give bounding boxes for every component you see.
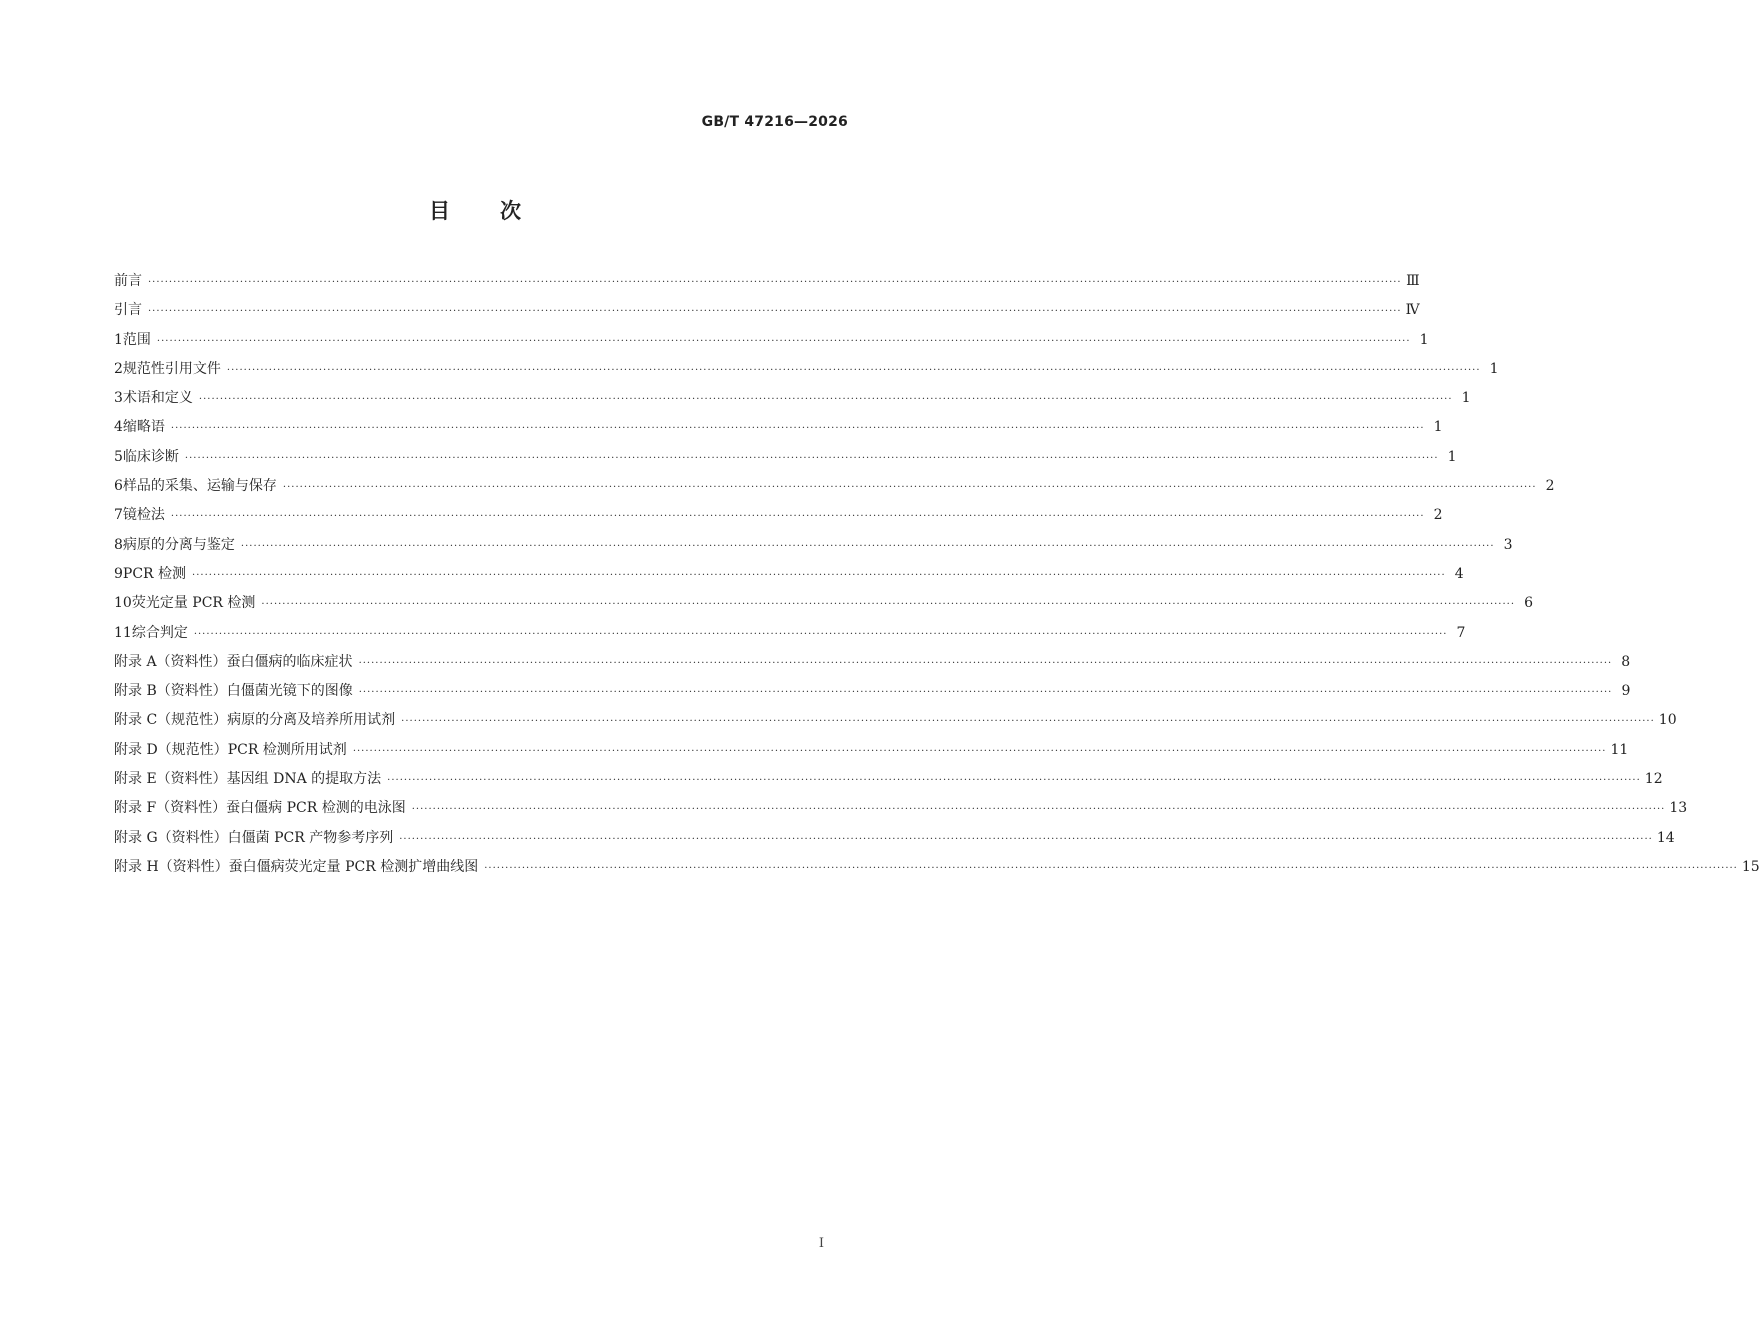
toc-entry-page: 14 <box>1656 829 1675 846</box>
toc-entry[interactable] <box>114 592 1534 621</box>
toc-entry-label: PCR 检测 <box>122 565 187 582</box>
toc-entry-number: 附录 C（规范性） <box>114 712 228 729</box>
toc-entry-page: 11 <box>1610 741 1629 758</box>
toc-list <box>114 270 1760 885</box>
toc-entry-page: Ⅳ <box>1405 302 1420 319</box>
toc-entry[interactable] <box>114 563 1464 592</box>
toc-leader-dots: ············································································································································································································································································································ <box>261 599 1516 611</box>
toc-entry-number: 附录 G（资料性） <box>114 829 228 846</box>
toc-entry-page: 8 <box>1621 653 1631 670</box>
toc-entry-number: 11 <box>114 624 132 641</box>
toc-leader-dots: ············································································································································································································································································································ <box>226 364 1481 376</box>
toc-entry-label: 镜检法 <box>122 507 165 524</box>
toc-entry-page: 3 <box>1503 536 1513 553</box>
toc-entry-label: 前言 <box>114 273 142 289</box>
toc-entry-label: 引言 <box>114 302 142 319</box>
toc-leader-dots: ············································································································································································································································································································ <box>240 540 1495 552</box>
toc-entry-label: PCR 检测所用试剂 <box>227 741 347 758</box>
toc-leader-dots: ············································································································································································································································································································ <box>352 745 1607 757</box>
toc-entry-number: 3 <box>114 390 123 407</box>
toc-entry[interactable] <box>114 270 1420 299</box>
toc-leader-dots: ············································································································································································································································································································ <box>387 775 1641 787</box>
toc-entry[interactable] <box>114 827 1675 856</box>
toc-entry-page: 1 <box>1447 448 1457 465</box>
toc-entry-number: 附录 E（资料性） <box>114 771 227 788</box>
toc-entry-label: 白僵菌 PCR 产物参考序列 <box>227 829 394 846</box>
toc-entry-number: 6 <box>114 478 123 495</box>
toc-leader-dots: ············································································································································································································································································································ <box>184 452 1439 464</box>
toc-entry-label: 临床诊断 <box>122 448 179 465</box>
toc-entry-label: 白僵菌光镜下的图像 <box>226 683 353 700</box>
toc-entry-page: 12 <box>1644 771 1663 788</box>
toc-entry-page: 2 <box>1433 507 1443 524</box>
toc-entry-page: Ⅲ <box>1406 273 1420 289</box>
toc-entry-label: 缩略语 <box>122 419 165 436</box>
toc-entry-page: 1 <box>1461 390 1471 407</box>
toc-entry-number: 附录 F（资料性） <box>114 800 227 817</box>
toc-entry[interactable] <box>114 475 1555 504</box>
toc-entry-number: 附录 A（资料性） <box>114 653 227 670</box>
toc-leader-dots: ············································································································································································································································································································ <box>148 306 1402 318</box>
toc-entry-label: 范围 <box>122 331 151 348</box>
toc-entry[interactable] <box>114 299 1420 328</box>
toc-entry-label: 病原的分离及培养所用试剂 <box>227 712 396 729</box>
toc-leader-dots: ············································································································································································································································································································ <box>484 862 1738 874</box>
toc-entry-page: 1 <box>1433 419 1443 436</box>
toc-entry-page: 4 <box>1454 565 1464 582</box>
toc-entry-page: 13 <box>1669 800 1688 817</box>
toc-entry-number: 10 <box>114 595 132 612</box>
toc-leader-dots: ············································································································································································································································································································ <box>148 277 1402 288</box>
toc-entry-label: 蚕白僵病 PCR 检测的电泳图 <box>226 800 406 817</box>
page-title <box>0 195 950 225</box>
toc-entry-number: 9 <box>114 565 123 582</box>
toc-entry-page: 10 <box>1658 712 1677 729</box>
title-char-2: 次 <box>500 199 521 223</box>
toc-entry[interactable] <box>114 768 1663 797</box>
toc-entry-number: 8 <box>114 536 123 553</box>
toc-leader-dots: ············································································································································································································································································································ <box>170 423 1425 435</box>
toc-leader-dots: ············································································································································································································································································································ <box>198 394 1453 406</box>
standard-number: GB/T 47216—2026 <box>701 114 848 130</box>
toc-entry-page: 7 <box>1456 624 1466 641</box>
toc-entry[interactable] <box>114 329 1429 358</box>
toc-entry-number: 附录 B（资料性） <box>114 683 227 700</box>
toc-entry-label: 荧光定量 PCR 检测 <box>131 595 256 612</box>
toc-entry[interactable] <box>114 680 1631 709</box>
toc-leader-dots: ············································································································································································································································································································ <box>170 511 1425 523</box>
toc-entry[interactable] <box>114 416 1443 445</box>
toc-entry-page: 15 <box>1741 858 1760 875</box>
toc-entry-number: 1 <box>114 331 123 348</box>
toc-entry[interactable] <box>114 446 1457 475</box>
page-number: I <box>818 1236 824 1251</box>
title-char-1: 目 <box>429 199 450 223</box>
toc-leader-dots: ············································································································································································································································································································ <box>401 716 1655 728</box>
toc-entry-label: 术语和定义 <box>122 390 193 407</box>
toc-leader-dots: ············································································································································································································································································································ <box>358 657 1613 669</box>
toc-entry[interactable] <box>114 622 1466 651</box>
toc-leader-dots: ············································································································································································································································································································ <box>192 569 1446 581</box>
toc-entry-number: 5 <box>114 448 123 465</box>
toc-entry[interactable] <box>114 504 1443 533</box>
toc-entry-number: 附录 H（资料性） <box>114 858 229 875</box>
toc-entry-label: 样品的采集、运输与保存 <box>122 478 277 495</box>
toc-leader-dots: ············································································································································································································································································································ <box>193 628 1448 640</box>
toc-entry-label: 蚕白僵病荧光定量 PCR 检测扩增曲线图 <box>228 858 479 875</box>
toc-entry[interactable] <box>114 709 1677 738</box>
toc-entry-page: 6 <box>1524 595 1534 612</box>
toc-entry-label: 综合判定 <box>131 624 188 641</box>
toc-entry-label: 蚕白僵病的临床症状 <box>226 653 353 670</box>
toc-leader-dots: ············································································································································································································································································································ <box>358 687 1613 699</box>
toc-entry[interactable] <box>114 358 1499 387</box>
toc-entry-number: 4 <box>114 419 123 436</box>
toc-entry[interactable] <box>114 797 1688 826</box>
toc-leader-dots: ············································································································································································································································································································ <box>411 804 1666 816</box>
toc-entry[interactable] <box>114 739 1629 768</box>
toc-entry[interactable] <box>114 534 1513 563</box>
toc-entry-number: 7 <box>114 507 123 524</box>
toc-entry[interactable] <box>114 651 1631 680</box>
toc-leader-dots: ············································································································································································································································································································ <box>399 833 1653 845</box>
toc-entry-label: 规范性引用文件 <box>122 360 221 377</box>
toc-entry-label: 病原的分离与鉴定 <box>122 536 235 553</box>
toc-entry-number: 附录 D（规范性） <box>114 741 228 758</box>
toc-entry-page: 1 <box>1419 331 1429 348</box>
toc-entry-page: 2 <box>1545 478 1555 495</box>
toc-entry-label: 基因组 DNA 的提取方法 <box>226 771 382 788</box>
toc-entry-number: 2 <box>114 360 123 377</box>
toc-leader-dots: ············································································································································································································································································································ <box>282 482 1537 494</box>
toc-leader-dots: ············································································································································································································································································································ <box>156 335 1411 347</box>
toc-entry[interactable] <box>114 387 1471 416</box>
toc-entry-page: 1 <box>1489 360 1499 377</box>
toc-entry[interactable] <box>114 856 1760 885</box>
toc-entry-page: 9 <box>1621 683 1631 700</box>
